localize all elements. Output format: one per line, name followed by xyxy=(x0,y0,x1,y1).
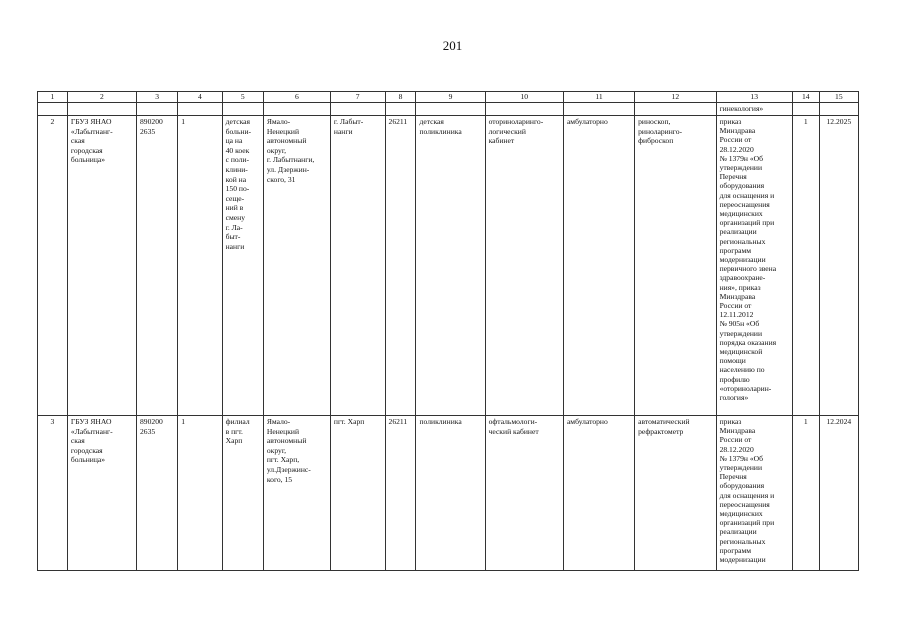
row-number: 2 xyxy=(38,116,68,416)
care-mode-cell: амбулаторно xyxy=(563,116,634,416)
unit-cell: поликлиника xyxy=(416,416,485,571)
address-cell: Ямало- Ненецкий автономный округ, пгт. Харп, ул.Дзержинс- кого, 15 xyxy=(263,416,330,571)
column-number: 7 xyxy=(330,92,385,103)
organization-cell: ГБУЗ ЯНАО «Лабытнанг- ская городская больница» xyxy=(67,116,136,416)
column-number: 1 xyxy=(38,92,68,103)
code-cell: 26211 xyxy=(385,116,416,416)
row-number: 3 xyxy=(38,416,68,571)
unit-cell: детская поликлиника xyxy=(416,116,485,416)
address-cell: Ямало- Ненецкий автономный округ, г. Лабытнанги, ул. Дзержин- ского, 31 xyxy=(263,116,330,416)
locality-cell: пгт. Харп xyxy=(330,416,385,571)
column-number: 10 xyxy=(485,92,563,103)
column-number: 11 xyxy=(563,92,634,103)
table-row xyxy=(38,416,859,571)
regulation-cell: приказ Минздрава России от 28.12.2020 № 1379н «Об утверждении Перечня оборудования для оснащения и переоснащения медицинских организаций при реализации региональных программ модернизации первичного звена здравоохране- ния», приказ Минздрава России от 12.11.2012 № 905н «Об утверждении порядка оказания медицинской помощи населению по профилю «оториноларин- гология» xyxy=(716,116,792,416)
cabinet-cell: офтальмологи- ческий кабинет xyxy=(485,416,563,571)
column-number: 2 xyxy=(67,92,136,103)
equipment-cell: риноскоп, риноларинго- фиброскоп xyxy=(635,116,716,416)
date-cell: 12.2024 xyxy=(819,416,858,571)
cabinet-cell: оториноларинго- логический кабинет xyxy=(485,116,563,416)
column-number: 12 xyxy=(635,92,716,103)
col4-cell: 1 xyxy=(178,416,222,571)
continuation-row xyxy=(38,103,859,116)
organization-cell: ГБУЗ ЯНАО «Лабытнанг- ская городская больница» xyxy=(67,416,136,571)
facility-cell: филиал в пгт. Харп xyxy=(222,416,263,571)
locality-cell: г. Лабыт- нанги xyxy=(330,116,385,416)
column-number: 14 xyxy=(792,92,819,103)
col4-cell: 1 xyxy=(178,116,222,416)
equipment-cell: автоматический рефрактометр xyxy=(635,416,716,571)
page-number: 201 xyxy=(442,38,463,53)
quantity-cell: 1 xyxy=(792,416,819,571)
quantity-cell: 1 xyxy=(792,116,819,416)
column-number: 6 xyxy=(263,92,330,103)
table-row xyxy=(38,116,859,416)
column-number: 13 xyxy=(716,92,792,103)
facility-cell: детская больни- ца на 40 коек с поли- клини- кой на 150 по- сеще- ний в смену г. Ла- быт- нанги xyxy=(222,116,263,416)
code-cell: 26211 xyxy=(385,416,416,571)
continuation-text: гинекология» xyxy=(716,103,792,116)
column-number: 4 xyxy=(178,92,222,103)
date-cell: 12.2025 xyxy=(819,116,858,416)
regulation-cell: приказ Минздрава России от 28.12.2020 № 1379н «Об утверждении Перечня оборудования для оснащения и переоснащения медицинских организаций при реализации региональных программ модернизации xyxy=(716,416,792,571)
column-number: 9 xyxy=(416,92,485,103)
column-number: 5 xyxy=(222,92,263,103)
column-number: 3 xyxy=(137,92,178,103)
column-number-row xyxy=(38,92,859,103)
care-mode-cell: амбулаторно xyxy=(563,416,634,571)
equipment-table xyxy=(37,91,859,571)
inn-cell: 890200 2635 xyxy=(137,116,178,416)
inn-cell: 890200 2635 xyxy=(137,416,178,571)
column-number: 15 xyxy=(819,92,858,103)
column-number: 8 xyxy=(385,92,416,103)
